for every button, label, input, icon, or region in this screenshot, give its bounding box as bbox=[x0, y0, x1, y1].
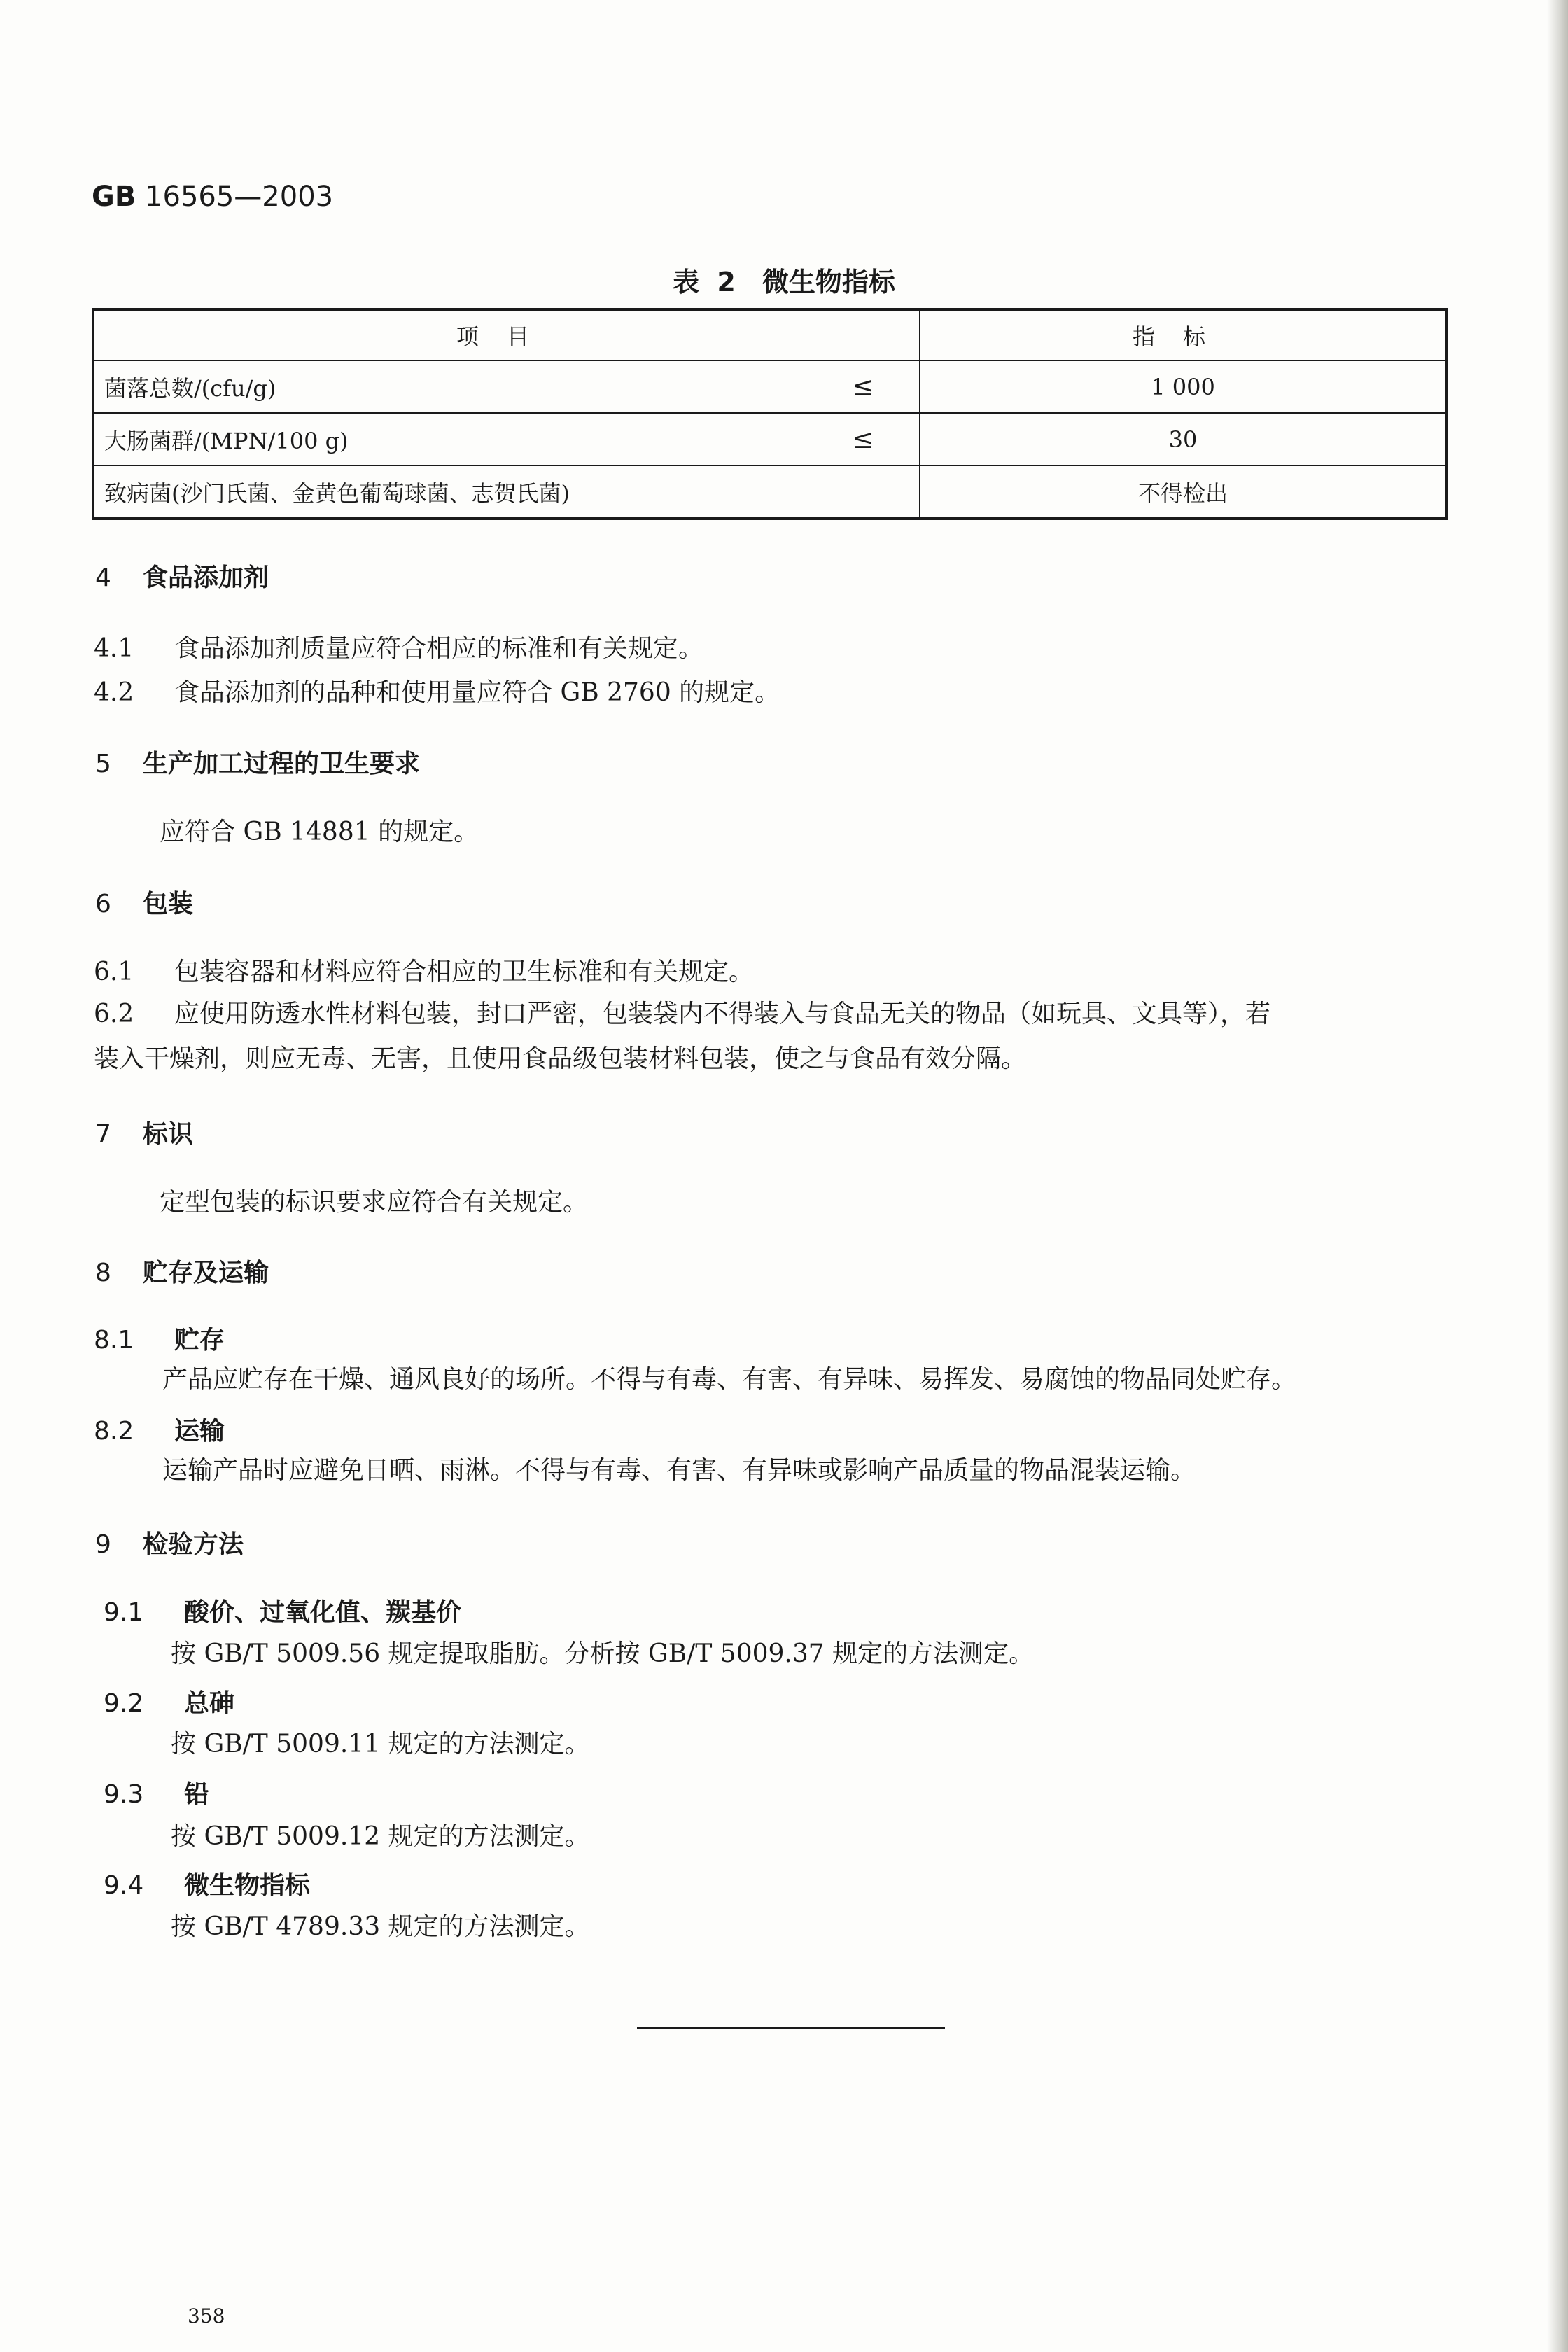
table-row bbox=[93, 360, 1447, 413]
header-item: 项目 bbox=[93, 309, 920, 360]
table-cell-item bbox=[93, 360, 920, 413]
table-row bbox=[93, 413, 1447, 465]
section-title: 食品添加剂 bbox=[143, 564, 270, 592]
clause-9-1-text: 按 GB/T 5009.56 规定提取脂肪。分析按 GB/T 5009.37 规定的方法测定。 bbox=[171, 1639, 1035, 1668]
header-index: 指标 bbox=[920, 309, 1447, 360]
section-number: 4 bbox=[95, 564, 111, 592]
row-item-text: 致病菌(沙门氏菌、金黄色葡萄球菌、志贺氏菌) bbox=[104, 479, 570, 507]
clause-number: 4.2 bbox=[94, 678, 134, 707]
clause-5-text: 应符合 GB 14881 的规定。 bbox=[160, 818, 479, 846]
page-number: 358 bbox=[188, 2304, 225, 2328]
section-number: 6 bbox=[95, 890, 111, 918]
table-caption: 表 2 微生物指标 bbox=[673, 267, 895, 298]
section-number: 7 bbox=[95, 1120, 111, 1149]
end-separator-line bbox=[637, 2027, 945, 2029]
section-title: 贮存及运输 bbox=[143, 1259, 270, 1287]
table-cell-value: 1 000 bbox=[920, 360, 1447, 413]
clause-number: 9.3 bbox=[104, 1780, 144, 1809]
clause-9-3-heading bbox=[104, 1774, 209, 1810]
clause-9-4-heading bbox=[104, 1865, 310, 1901]
clause-number: 4.1 bbox=[94, 634, 134, 663]
clause-text-line1: 应使用防透水性材料包装，封口严密，包装袋内不得装入与食品无关的物品（如玩具、文具等），若 bbox=[174, 1000, 1271, 1028]
clause-9-2-heading bbox=[104, 1684, 234, 1719]
standard-header bbox=[92, 181, 333, 213]
microbial-table bbox=[92, 308, 1448, 520]
section-number: 9 bbox=[95, 1530, 111, 1559]
clause-8-2-text: 运输产品时应避免日晒、雨淋。不得与有毒、有害、有异味或影响产品质量的物品混装运输。 bbox=[162, 1456, 1196, 1485]
clause-number: 6.2 bbox=[94, 1000, 134, 1028]
scan-edge-shadow bbox=[1547, 0, 1568, 2352]
clause-title: 酸价、过氧化值、羰基价 bbox=[184, 1598, 462, 1627]
clause-7-text: 定型包装的标识要求应符合有关规定。 bbox=[160, 1188, 589, 1217]
section-5-heading bbox=[95, 744, 420, 780]
clause-number: 8.1 bbox=[94, 1326, 134, 1354]
clause-text: 食品添加剂的品种和使用量应符合 GB 2760 的规定。 bbox=[174, 678, 780, 707]
clause-4-2 bbox=[94, 673, 780, 708]
clause-title: 铅 bbox=[184, 1780, 210, 1809]
clause-4-1 bbox=[94, 629, 704, 664]
clause-number: 9.1 bbox=[104, 1598, 144, 1627]
section-8-heading bbox=[95, 1253, 269, 1289]
section-6-heading bbox=[95, 884, 193, 920]
clause-8-1-text: 产品应贮存在干燥、通风良好的场所。不得与有毒、有害、有异味、易挥发、易腐蚀的物品同处贮存。 bbox=[162, 1365, 1297, 1394]
clause-number: 9.4 bbox=[104, 1871, 144, 1900]
clause-number: 8.2 bbox=[94, 1417, 134, 1446]
clause-text: 食品添加剂质量应符合相应的标准和有关规定。 bbox=[174, 634, 704, 663]
table-cell-value: 不得检出 bbox=[920, 465, 1447, 519]
clause-text: 包装容器和材料应符合相应的卫生标准和有关规定。 bbox=[174, 958, 755, 986]
header-code: 16565—2003 bbox=[145, 181, 334, 213]
section-4-heading bbox=[95, 558, 269, 594]
section-title: 生产加工过程的卫生要求 bbox=[143, 750, 421, 778]
table-cell-item bbox=[93, 413, 920, 465]
row-operator: ≤ bbox=[852, 370, 874, 402]
section-7-heading bbox=[95, 1114, 193, 1150]
table-header-row bbox=[93, 309, 1447, 360]
section-title: 标识 bbox=[143, 1120, 194, 1149]
clause-6-1 bbox=[94, 952, 754, 988]
section-title: 检验方法 bbox=[143, 1530, 244, 1559]
row-item-text: 大肠菌群/(MPN/100 g) bbox=[104, 427, 349, 454]
clause-number: 9.2 bbox=[104, 1689, 144, 1718]
row-item-text: 菌落总数/(cfu/g) bbox=[104, 374, 276, 402]
clause-title: 贮存 bbox=[174, 1326, 225, 1354]
clause-9-2-text: 按 GB/T 5009.11 规定的方法测定。 bbox=[171, 1730, 590, 1758]
clause-number: 6.1 bbox=[94, 958, 134, 986]
section-title: 包装 bbox=[143, 890, 194, 918]
clause-6-2-cont: 装入干燥剂，则应无毒、无害，且使用食品级包装材料包装，使之与食品有效分隔。 bbox=[94, 1044, 1027, 1073]
header-prefix: GB bbox=[92, 181, 136, 213]
clause-title: 总砷 bbox=[184, 1689, 235, 1718]
clause-9-4-text: 按 GB/T 4789.33 规定的方法测定。 bbox=[171, 1912, 590, 1941]
clause-8-2-heading bbox=[94, 1411, 225, 1447]
section-number: 8 bbox=[95, 1259, 111, 1287]
clause-9-1-heading bbox=[104, 1592, 461, 1628]
clause-9-3-text: 按 GB/T 5009.12 规定的方法测定。 bbox=[171, 1822, 590, 1851]
table-row bbox=[93, 465, 1447, 519]
section-number: 5 bbox=[95, 750, 111, 778]
table-cell-value: 30 bbox=[920, 413, 1447, 465]
clause-title: 运输 bbox=[174, 1417, 225, 1446]
row-operator: ≤ bbox=[852, 423, 874, 454]
clause-title: 微生物指标 bbox=[184, 1871, 311, 1900]
section-9-heading bbox=[95, 1525, 244, 1560]
clause-6-2 bbox=[94, 994, 1270, 1030]
clause-8-1-heading bbox=[94, 1320, 225, 1356]
table-cell-item bbox=[93, 465, 920, 519]
